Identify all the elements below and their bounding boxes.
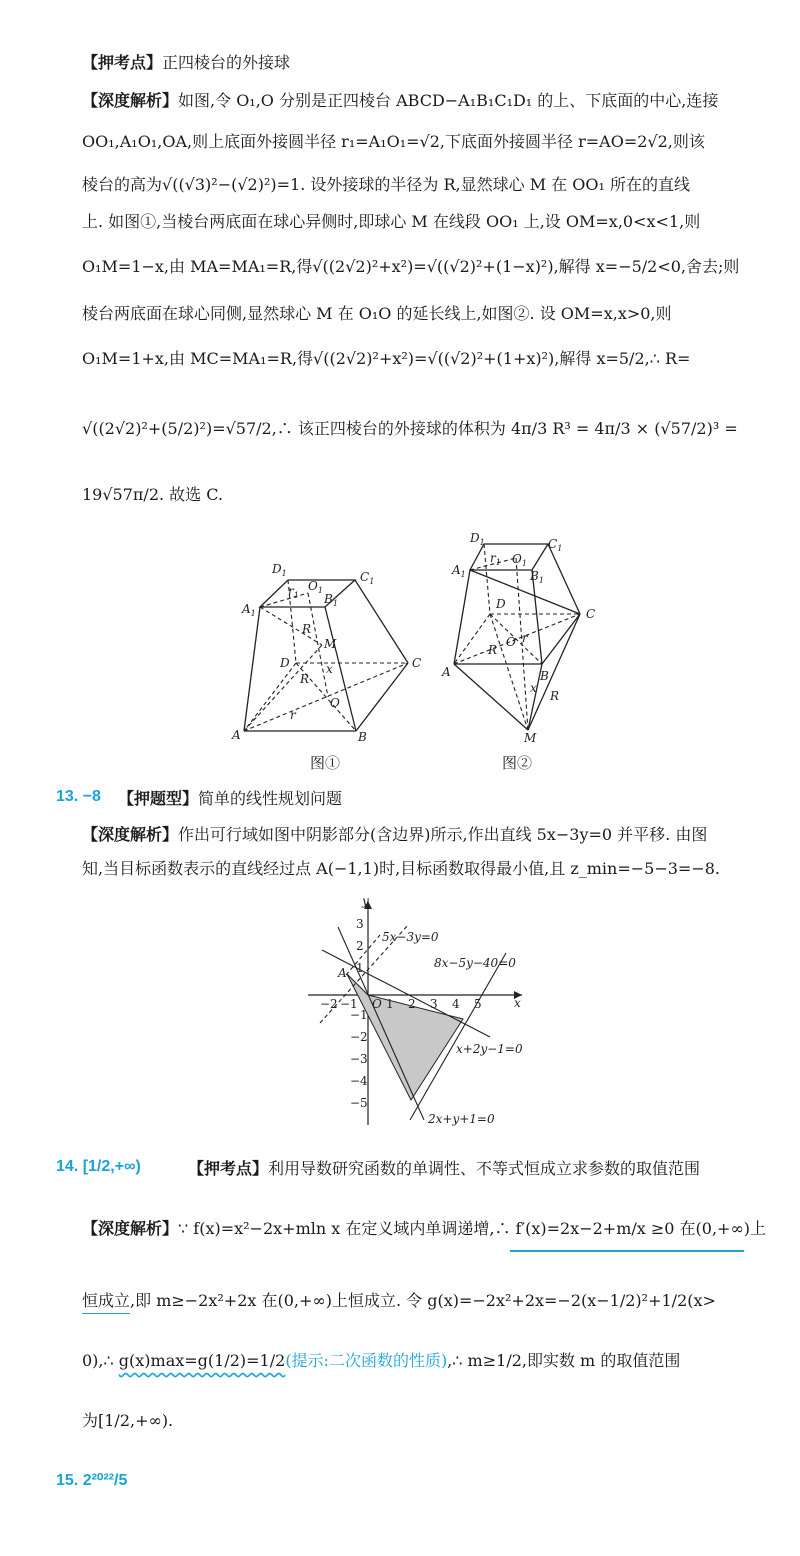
q12-line-2: OO₁,A₁O₁,OA,则上底面外接圆半径 r₁=A₁O₁=√2,下底面外接圆半径 r=AO=2√2,则该 <box>82 132 705 151</box>
q12-line-8: √((2√2)²+(5/2)²)=√57/2,∴ 该正四棱台的外接球的体积为 4π/3 R³ = 4π/3 × (√57/2)³ = <box>82 419 738 438</box>
q14-text-3a: 0),∴ <box>82 1351 114 1370</box>
svg-text:1: 1 <box>356 961 364 975</box>
svg-text:B1: $B_1$ <box>324 592 338 608</box>
q14-text-1: ∵ f(x)=x²−2x+mln x 在定义域内单调递增,∴ f′(x)=2x−2+m/x ≥0 在(0,+∞)上 <box>178 1219 767 1238</box>
svg-text:O1: $O_1$ <box>512 552 527 568</box>
q12-analysis-tag: 【深度解析】 <box>82 91 179 110</box>
svg-text:2: 2 <box>408 997 416 1011</box>
point-a-label: A <box>338 966 347 980</box>
svg-text:O: O <box>330 696 340 710</box>
q14-line-2 <box>82 1290 748 1312</box>
q14-wavy-text: g(x)max=g(1/2)=1/2 <box>118 1351 286 1370</box>
svg-text:C: C <box>412 656 422 670</box>
svg-text:r: r <box>522 631 528 645</box>
q13-line-1 <box>82 824 748 846</box>
svg-text:C1: $C_1$ <box>548 537 563 553</box>
q12-point-line <box>82 52 748 74</box>
svg-text:x: x <box>530 681 537 695</box>
q13-analysis-tag: 【深度解析】 <box>82 825 179 844</box>
q13-number <box>56 788 101 806</box>
q13-type-tag: 【押题型】 <box>118 789 199 808</box>
q15-answer: 2²⁰²²/5 <box>82 1472 128 1489</box>
q14-number <box>56 1158 141 1176</box>
svg-text:O1: $O_1$ <box>308 579 323 595</box>
q14-line-1 <box>82 1218 767 1240</box>
highlight-rule <box>510 1250 744 1252</box>
svg-text:D1: $D_1$ <box>272 562 287 578</box>
q14-point-text: 利用导数研究函数的单调性、不等式恒成立求参数的取值范围 <box>268 1159 701 1178</box>
line-x2y-label: x+2y−1=0 <box>456 1042 523 1056</box>
svg-text:A: A <box>232 728 241 742</box>
frustum-figure-1 <box>230 555 430 745</box>
svg-text:1: 1 <box>386 997 394 1011</box>
fig2-caption: 图② <box>502 754 533 772</box>
q12-line-3: 棱台的高为√((√3)²−(√2)²)=1. 设外接球的半径为 R,显然球心 M 在 OO₁ 所在的直线 <box>82 175 690 194</box>
svg-text:y: y <box>362 895 369 908</box>
svg-text:O: O <box>506 635 516 649</box>
q12-line-9: 19√57π/2. 故选 C. <box>82 485 224 504</box>
svg-text:C: C <box>586 607 596 621</box>
svg-text:C1: $C_1$ <box>360 570 375 586</box>
svg-text:−1: −1 <box>350 1008 368 1022</box>
q13-number-text: 13. <box>56 788 79 805</box>
q12-line-5: O₁M=1−x,由 MA=MA₁=R,得√((2√2)²+x²)=√((√2)²+(1−x)²),解得 x=−5/2<0,舍去;则 <box>82 257 740 276</box>
svg-text:R: R <box>300 672 310 686</box>
svg-text:r1: $r_1$ <box>490 551 501 567</box>
svg-text:2: 2 <box>356 939 364 953</box>
origin-label: O <box>372 997 382 1011</box>
q14-point-line <box>188 1158 800 1180</box>
q15-number <box>56 1470 127 1490</box>
svg-text:−4: −4 <box>350 1074 368 1088</box>
q14-underlined-text: 恒成立 <box>82 1291 131 1310</box>
svg-text:−1: −1 <box>340 997 358 1011</box>
svg-text:−2: −2 <box>320 997 338 1011</box>
q12-line-1 <box>82 90 748 112</box>
svg-text:D1: $D_1$ <box>470 531 485 547</box>
svg-text:x: x <box>514 996 521 1010</box>
svg-text:−5: −5 <box>350 1096 368 1110</box>
svg-text:B1: $B_1$ <box>530 569 544 585</box>
svg-text:D: D <box>280 656 290 670</box>
svg-text:A1: $A_1$ <box>242 602 256 618</box>
svg-text:A: A <box>442 665 451 679</box>
q13-line-2: 知,当目标函数表示的直线经过点 A(−1,1)时,目标函数取得最小值,且 z_min=−5−3=−8. <box>82 859 721 878</box>
svg-text:D: D <box>496 597 506 611</box>
svg-text:3: 3 <box>356 917 364 931</box>
q13-text-1: 作出可行域如图中阴影部分(含边界)所示,作出直线 5x−3y=0 并平移. 由图 <box>178 825 708 844</box>
q12-line-6: 棱台两底面在球心同侧,显然球心 M 在 O₁O 的延长线上,如图②. 设 OM=x,x>0,则 <box>82 304 672 323</box>
line-5x-3y-label: 5x−3y=0 <box>382 930 439 944</box>
svg-text:R: R <box>550 689 560 703</box>
feasible-region-graph <box>300 895 530 1130</box>
q13-type-line <box>118 788 784 810</box>
q14-point-tag: 【押考点】 <box>188 1159 269 1178</box>
svg-text:r: r <box>290 708 296 722</box>
q13-answer: −8 <box>82 788 101 805</box>
line-2xy-label: 2x+y+1=0 <box>428 1112 495 1126</box>
svg-text:3: 3 <box>430 997 438 1011</box>
svg-text:−2: −2 <box>350 1030 368 1044</box>
svg-text:M: M <box>324 637 337 651</box>
q14-text-2: ,即 m≥−2x²+2x 在(0,+∞)上恒成立. 令 g(x)=−2x²+2x=−2(x−1/2)²+1/2(x> <box>130 1291 716 1310</box>
q15-number-text: 15. <box>56 1472 79 1489</box>
svg-text:B: B <box>358 730 367 744</box>
svg-text:M: M <box>524 731 537 745</box>
frustum-figure-2 <box>440 530 610 745</box>
svg-text:A1: $A_1$ <box>452 563 466 579</box>
q12-line-7: O₁M=1+x,由 MC=MA₁=R,得√((2√2)²+x²)=√((√2)²+(1+x)²),解得 x=5/2,∴ R= <box>82 349 691 368</box>
q12-line-4: 上. 如图①,当棱台两底面在球心异侧时,即球心 M 在线段 OO₁ 上,设 OM=x,0<x<1,则 <box>82 212 701 231</box>
fig1-caption: 图① <box>310 754 341 772</box>
line-8x-5y-label: 8x−5y−40=0 <box>434 956 516 970</box>
svg-text:x: x <box>326 662 333 676</box>
svg-text:r1: $r_1$ <box>288 584 299 600</box>
q14-answer: [1/2,+∞) <box>82 1158 141 1175</box>
q14-analysis-tag: 【深度解析】 <box>82 1219 179 1238</box>
q13-type-text: 简单的线性规划问题 <box>198 789 343 808</box>
svg-text:5: 5 <box>474 997 482 1011</box>
q12-point-text: 正四棱台的外接球 <box>162 53 291 72</box>
svg-text:4: 4 <box>452 997 460 1011</box>
svg-text:R: R <box>302 622 312 636</box>
q14-number-text: 14. <box>56 1158 79 1175</box>
q14-line-4: 为[1/2,+∞). <box>82 1411 174 1430</box>
svg-text:R: R <box>488 643 498 657</box>
q14-text-3b: ,∴ m≥1/2,即实数 m 的取值范围 <box>447 1351 681 1370</box>
svg-text:−3: −3 <box>350 1052 368 1066</box>
q12-point-tag: 【押考点】 <box>82 53 163 72</box>
q14-line-3 <box>82 1350 748 1372</box>
q14-hint: (提示:二次函数的性质) <box>285 1351 448 1370</box>
q12-text-1: 如图,令 O₁,O 分别是正四棱台 ABCD−A₁B₁C₁D₁ 的上、下底面的中心,连接 <box>178 91 719 110</box>
svg-text:B: B <box>540 669 549 683</box>
